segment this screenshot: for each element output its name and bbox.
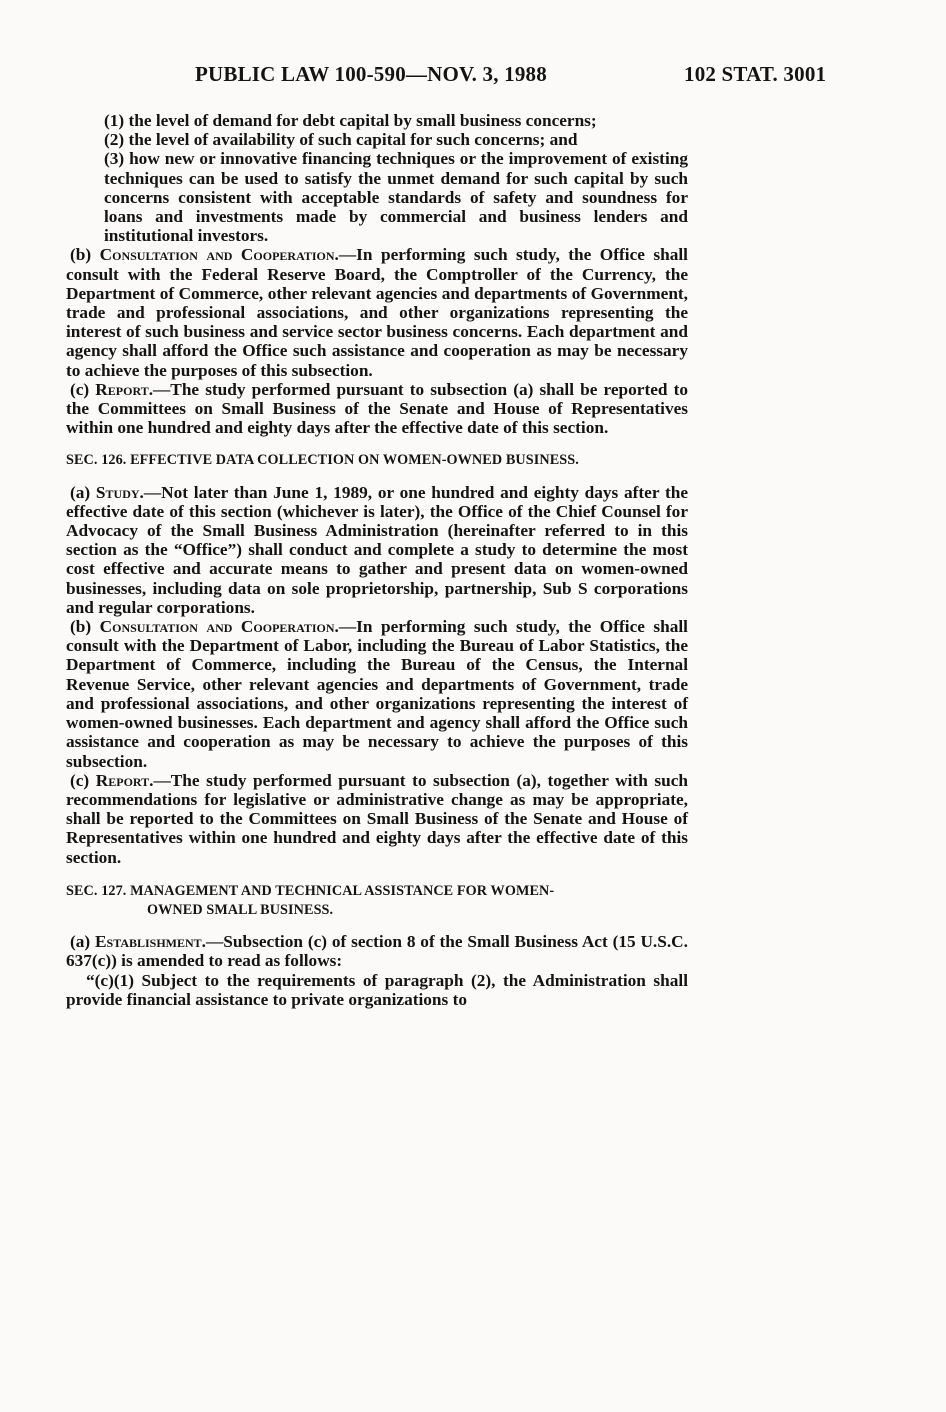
subsection-heading: Consultation and Cooperation. (99, 617, 339, 637)
subsection-label: (b) (70, 245, 100, 265)
subsection-label: (b) (70, 617, 100, 637)
page-header-stat-reference: 102 STAT. 3001 (684, 62, 827, 86)
subsection-text: —The study performed pursuant to subsection (a) shall be reported to the Committees on Small Business of the Senate and House of Representatives within one hundred and eighty days after the effective date of this section. (66, 379, 688, 438)
section-126-heading: SEC. 126. EFFECTIVE DATA COLLECTION ON WOMEN-OWNED BUSINESS. (66, 452, 579, 469)
subsection-heading: Report. (95, 770, 154, 790)
document-body (66, 111, 688, 1009)
subsection-label: (c) (70, 379, 96, 399)
subsection-label: (a) (70, 482, 96, 502)
list-item: (1) the level of demand for debt capital by small business concerns; (104, 111, 597, 130)
list-item: (2) the level of availability of such capital for such concerns; and (104, 130, 578, 150)
section-127-heading-line2: OWNED SMALL BUSINESS. (147, 901, 334, 918)
subsection-heading: Establishment. (95, 932, 206, 952)
section-127-heading (66, 882, 688, 920)
subsection-text: —In performing such study, the Office shall consult with the Department of Labor, including the Bureau of Labor Statistics, the Department of Commerce, including the Bureau of the Census, the Internal Revenue Service, other relevant agencies and departments of Government, trade and professional associations, and other organizations representing the interest of women-owned businesses. Each department and agency shall afford the Office such assistance and cooperation as may be necessary to achieve the purposes of this subsection. (66, 617, 688, 771)
page-header-title: PUBLIC LAW 100-590—NOV. 3, 1988 (195, 62, 547, 86)
sec126-subsection-c-report (66, 771, 688, 867)
subsection-text: —Not later than June 1, 1989, or one hundred and eighty days after the effective date of this section (whichever is later), the Office of the Chief Counsel for Advocacy of the Small Business Administration (hereinafter referred to in this section as the “Office”) shall conduct and complete a study to determine the most cost effective and accurate means to gather and present data on women-owned businesses, including data on sole proprietorship, partnership, Sub S corporations and regular corporations. (66, 482, 688, 617)
subsection-c-report (66, 380, 688, 438)
section-127-heading-line1: SEC. 127. MANAGEMENT AND TECHNICAL ASSISTANCE FOR WOMEN- (66, 882, 555, 899)
subsection-label: (a) (70, 932, 95, 952)
subsection-heading: Report. (95, 379, 154, 399)
subsection-label: (c) (70, 770, 96, 790)
subsection-text: —Subsection (c) of section 8 of the Small Business Act (15 U.S.C. 637(c)) is amended to read as follows: (66, 932, 688, 971)
list-item: (3) how new or innovative financing techniques or the improvement of existing techniques can be used to satisfy the unmet demand for such capital by such concerns consistent with acceptable standards of safety and soundness for loans and investments made by commercial and business lenders and institutional investors. (104, 149, 688, 246)
sec126-subsection-a-study (66, 483, 688, 617)
subsection-b-consultation (66, 245, 688, 379)
subsection-text: —In performing such study, the Office shall consult with the Federal Reserve Board, the Comptroller of the Currency, the Department of Commerce, other relevant agencies and departments of Government, trade and professional associations, and other organizations representing the interest of such business and service sector business concerns. Each department and agency shall afford the Office such assistance and cooperation as may be necessary to achieve the purposes of this subsection. (66, 245, 688, 380)
sec127-subsection-a-establishment (66, 932, 688, 970)
subsection-heading: Study. (95, 482, 144, 502)
subsection-text: —The study performed pursuant to subsection (a), together with such recommendations for legislative or administrative change as may be appropriate, shall be reported to the Committees on Small Business of the Senate and House of Representatives within one hundred and eighty days after the effective date of this section. (66, 770, 688, 867)
sec127-quoted-amendment: “(c)(1) Subject to the requirements of paragraph (2), the Administration shall provide financial assistance to private organizations to (66, 970, 688, 1009)
subsection-heading: Consultation and Cooperation. (99, 245, 339, 265)
sec126-subsection-b-consultation (66, 617, 688, 771)
